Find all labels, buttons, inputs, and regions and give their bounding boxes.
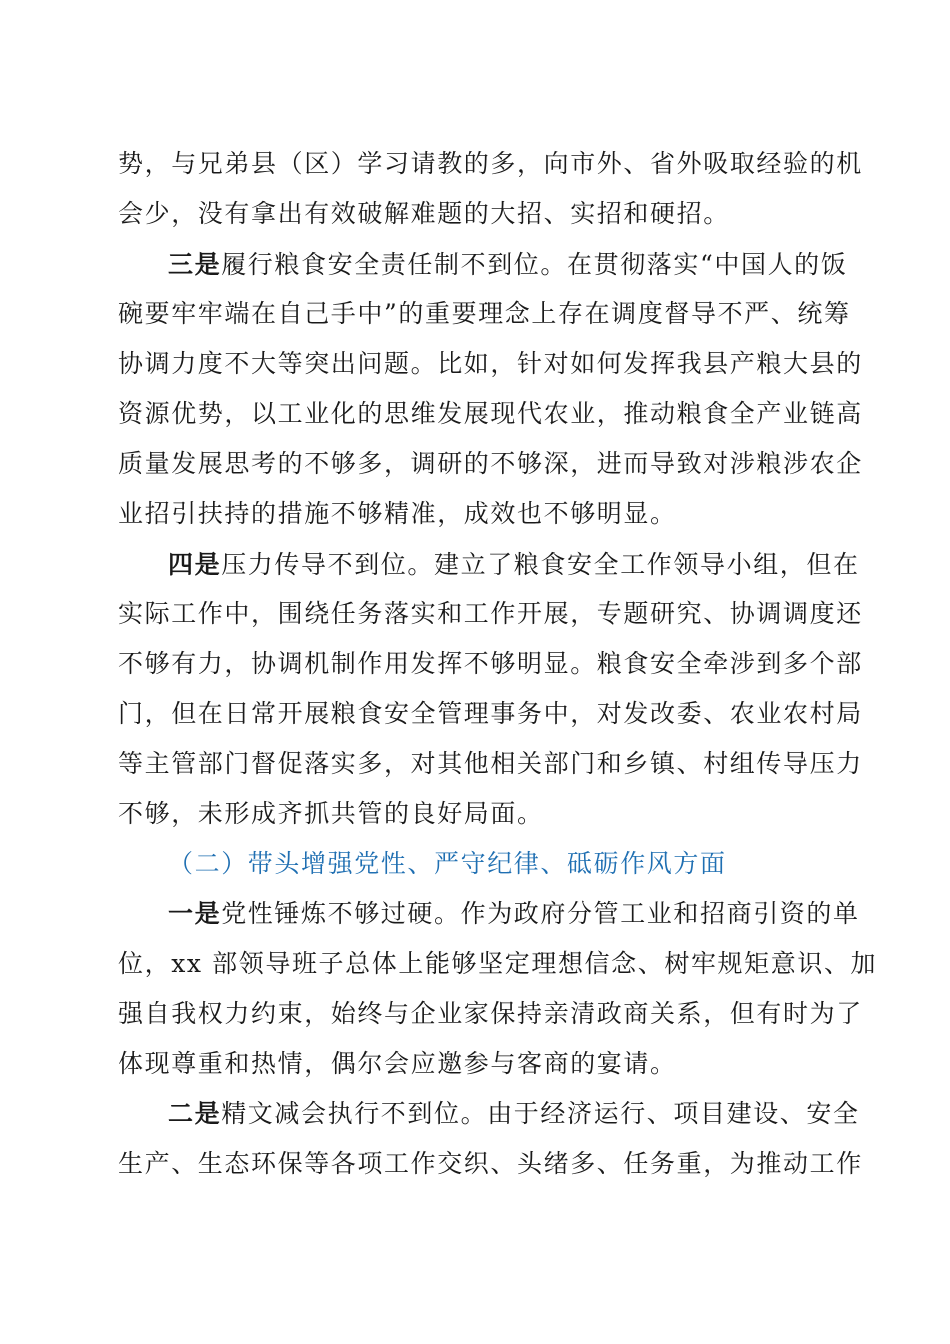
paragraph-5-first-line (168, 1089, 860, 1139)
paragraph-2-line-2: 碗要牢牢端在自己手中”的重要理念上存在调度督导不严、统筹 (118, 299, 851, 328)
paragraph-4-line-2: 位，xx 部领导班子总体上能够坚定理想信念、树牢规矩意识、加 (118, 949, 878, 978)
paragraph-5-lead: 二是 (168, 1099, 222, 1128)
paragraph-3-line-3: 不够有力，协调机制作用发挥不够明显。粮食安全牵涉到多个部 (118, 649, 863, 678)
paragraph-3-first-line-text: 压力传导不到位。建立了粮食安全工作领导小组，但在 (221, 550, 860, 579)
paragraph-2-line-6: 业招引扶持的措施不够精准，成效也不够明显。 (118, 499, 677, 528)
paragraph-1-line-1: 势，与兄弟县（区）学习请教的多，向市外、省外吸取经验的机 (118, 149, 863, 178)
paragraph-4-line-3: 强自我权力约束，始终与企业家保持亲清政商关系，但有时为了 (118, 999, 863, 1028)
paragraph-5-line-2: 生产、生态环保等各项工作交织、头绪多、任务重，为推动工作 (118, 1149, 863, 1178)
section-heading: （二）带头增强党性、严守纪律、砥砺作风方面 (168, 849, 727, 878)
paragraph-3-lead: 四是 (168, 550, 222, 579)
paragraph-5-first-line-text: 精文减会执行不到位。由于经济运行、项目建设、安全 (221, 1099, 860, 1128)
paragraph-1-line-2: 会少，没有拿出有效破解难题的大招、实招和硬招。 (118, 199, 730, 228)
paragraph-3-line-6: 不够，未形成齐抓共管的良好局面。 (118, 799, 544, 828)
paragraph-2-line-4: 资源优势，以工业化的思维发展现代农业，推动粮食全产业链高 (118, 399, 863, 428)
paragraph-2-line-3: 协调力度不大等突出问题。比如，针对如何发挥我县产粮大县的 (118, 349, 863, 378)
paragraph-2-line-5: 质量发展思考的不够多，调研的不够深，进而导致对涉粮涉农企 (118, 449, 863, 478)
paragraph-3-line-4: 门，但在日常开展粮食安全管理事务中，对发改委、农业农村局 (118, 699, 863, 728)
paragraph-4-first-line-text: 党性锤炼不够过硬。作为政府分管工业和招商引资的单 (221, 899, 860, 928)
paragraph-4-lead: 一是 (168, 899, 222, 928)
paragraph-2-lead: 三是 (168, 250, 222, 279)
paragraph-2-first-line-text: 履行粮食安全责任制不到位。在贯彻落实“中国人的饭 (221, 250, 848, 279)
paragraph-2-first-line (168, 240, 848, 290)
paragraph-3-first-line (168, 540, 860, 590)
paragraph-3-line-2: 实际工作中，围绕任务落实和工作开展，专题研究、协调调度还 (118, 599, 863, 628)
paragraph-4-line-4: 体现尊重和热情，偶尔会应邀参与客商的宴请。 (118, 1049, 677, 1078)
paragraph-3-line-5: 等主管部门督促落实多，对其他相关部门和乡镇、村组传导压力 (118, 749, 863, 778)
paragraph-4-first-line (168, 889, 860, 939)
